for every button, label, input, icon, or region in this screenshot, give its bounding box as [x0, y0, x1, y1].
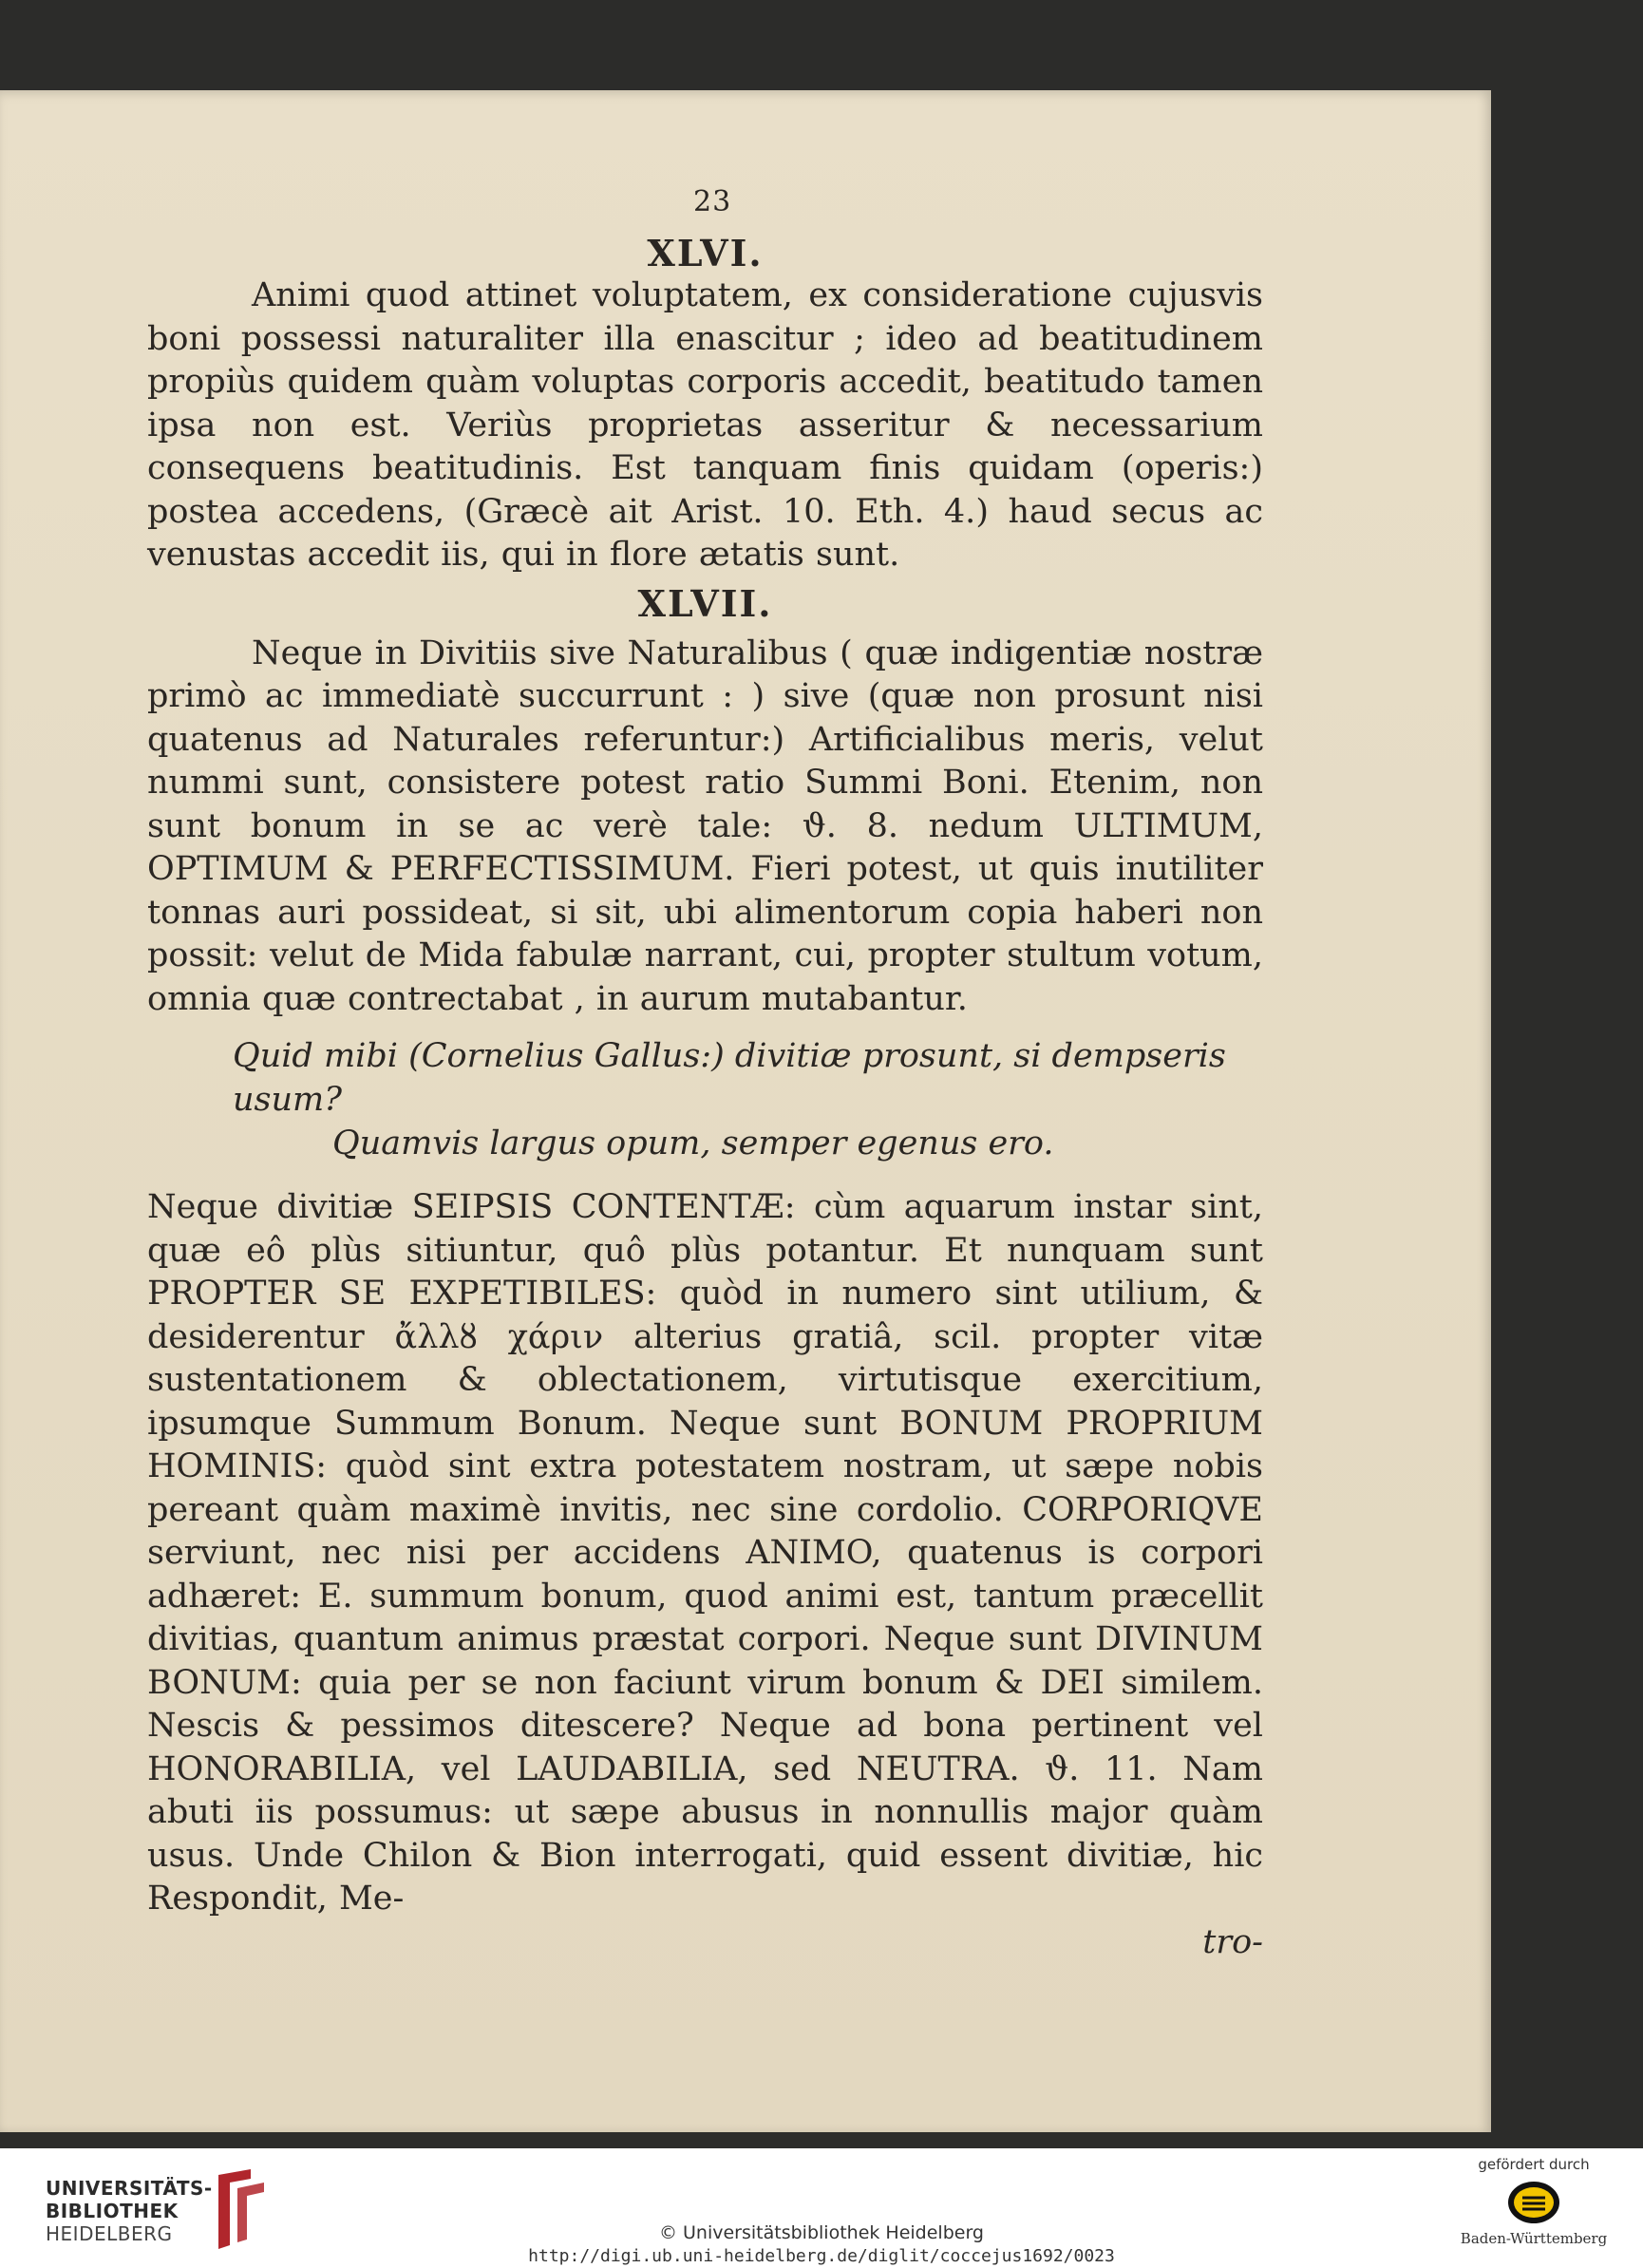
library-name-line-1: UNIVERSITÄTS-: [46, 2177, 213, 2200]
page-number: 23: [693, 185, 732, 218]
funder-block[interactable]: [1439, 2156, 1629, 2247]
viewer-footer: [0, 2148, 1643, 2268]
verse-line-1: Quid mibi (Cornelius Gallus:) divitiæ prosunt, si dempseris usum?: [233, 1037, 1226, 1119]
section-heading-xlvii: XLVII.: [637, 581, 773, 625]
copyright-notice: © Universitätsbibliothek Heidelberg: [658, 2222, 984, 2243]
catchword: tro-: [1202, 1922, 1263, 1961]
state-seal-icon: [1505, 2179, 1562, 2226]
paragraph-xlvi: Animi quod attinet voluptatem, ex consideratione cujusvis boni possessi naturaliter illa enascitur ; ideo ad beatitudinem propiùs quidem quàm voluptas corporis accedit, beatitudo tamen ipsa non est. Veriùs proprietas asseritur & necessarium consequens beatitudinis. Est tanquam finis quidam (operis:) postea accedens, (Græcè ait Arist. 10. Eth. 4.) haud secus ac venustas accedit iis, qui in flore ætatis sunt.: [147, 276, 1263, 574]
funder-name: Baden-Württemberg: [1460, 2230, 1608, 2247]
funder-label: gefördert durch: [1478, 2156, 1590, 2173]
library-name-line-3: HEIDELBERG: [46, 2222, 173, 2245]
library-name-line-2: BIBLIOTHEK: [46, 2200, 179, 2222]
paragraph-xlvii: Neque in Divitiis sive Naturalibus ( quæ indigentiæ nostræ primò ac immediatè succurrunt : ) sive (quæ non prosunt nisi quatenus ad Naturales referuntur:) Artificialibus meris, velut nummi sunt, consistere potest ratio Summi Boni. Etenim, non sunt bonum in se ac verè tale: ϑ. 8. nedum ULTIMUM, OPTIMUM & PERFECTISSIMUM. Fieri potest, ut quis inutiliter tonnas auri possideat, si sit, ubi alimentorum copia haberi non possit: velut de Mida fabulæ narrant, cui, propter stultum votum, omnia quæ contrectabat , in aurum mutabantur.: [147, 633, 1263, 1018]
section-heading-xlvi: XLVI.: [647, 232, 764, 274]
permalink-url[interactable]: http://digi.ub.uni-heidelberg.de/diglit/coccejus1692/0023: [528, 2246, 1115, 2266]
verse-line-2: Quamvis largus opum, semper egenus ero.: [332, 1125, 1054, 1162]
paragraph-divitiae: Neque divitiæ SEIPSIS CONTENTÆ: cùm aquarum instar sint, quæ eô plùs sitiuntur, quô plùs potantur. Et nunquam sunt PROPTER SE EXPETIBILES: quòd in numero sint utilium, & desiderentur ἄλλȣ χάριν alterius gratiâ, scil. propter vitæ sustentationem & oblectationem, virtutisque exercitium, ipsumque Summum Bonum. Neque sunt BONUM PROPRIUM HOMINIS: quòd sint extra potestatem nostram, ut sæpe nobis pereant quàm maximè invitis, nec sine cordolio. CORPORIQVE serviunt, nec nisi per accidens ANIMO, quatenus is corpori adhæret: E. summum bonum, quod animi est, tantum præcellit divitias, quantum animus præstat corpori. Neque sunt DIVINUM BONUM: quia per se non faciunt virum bonum & DEI similem. Nescis & pessimos ditescere? Neque ad bona pertinent vel HONORABILIA, vel LAUDABILIA, sed NEUTRA. ϑ. 11. Nam abuti iis possumus: ut sæpe abusus in nonnullis major quàm usus. Unde Chilon & Bion interrogati, quid essent divitiæ, hic Respondit, Me-: [147, 1188, 1263, 1918]
book-page: [0, 90, 1491, 2132]
page-text-block: [147, 185, 1263, 1963]
verse-quotation: [147, 1034, 1263, 1165]
